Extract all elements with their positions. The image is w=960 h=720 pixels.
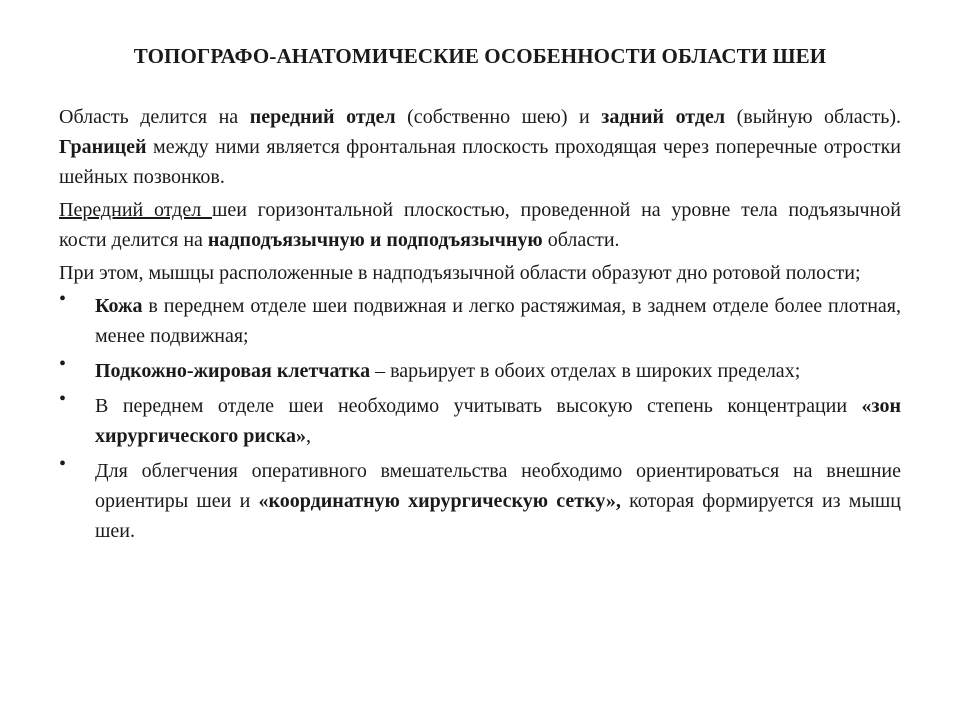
text-span: В переднем отделе шеи необходимо учитывать высокую степень концентрации — [95, 395, 862, 417]
text-span: области. — [542, 229, 620, 251]
list-item-skin — [59, 288, 901, 351]
bold-term-posterior: задний отдел — [601, 106, 726, 128]
list-item-fat — [59, 353, 901, 386]
bullet-icon: • — [59, 388, 67, 410]
page-title: ТОПОГРАФО-АНАТОМИЧЕСКИЕ ОСОБЕННОСТИ ОБЛАСТИ ШЕИ — [133, 44, 827, 68]
bullet-icon: • — [59, 353, 67, 375]
bold-term-risk-zones: «зон хирургического риска» — [95, 395, 901, 447]
text-span: шеи горизонтальной плоскостью, проведенной на уровне тела подъязычной кости делится на — [59, 199, 902, 251]
text-span: между ними является фронтальная плоскость проходящая через поперечные отростки шейных позвонков. — [59, 136, 901, 188]
bold-term-grid: «координатную хирургическую сетку», — [258, 490, 621, 512]
text-span: При этом, мышцы расположенные в надподъязычной области образуют дно ротовой полости; — [59, 262, 861, 284]
bullet-icon: • — [59, 288, 67, 310]
text-span: в переднем отделе шеи подвижная и легко растяжимая, в заднем отделе более плотная, менее подвижная; — [95, 295, 901, 347]
bold-term-skin: Кожа — [95, 295, 143, 317]
paragraph-muscles — [59, 258, 901, 288]
text-span: Для облегчения оперативного вмешательства необходимо ориентироваться на внешние ориентиры шеи и — [95, 460, 901, 512]
text-span: которая формируется из мышц шеи. — [95, 490, 901, 542]
list-item-risk-zones — [59, 388, 901, 451]
text-span: Область делится на — [59, 106, 250, 128]
paragraph-divisions — [59, 102, 901, 192]
bold-term-regions: надподъязычную и подподъязычную — [207, 229, 543, 251]
paragraph-anterior — [59, 195, 901, 255]
bold-term-border: Границей — [59, 136, 147, 158]
bold-term-anterior: передний отдел — [249, 106, 396, 128]
text-span: (выйную область). — [725, 106, 901, 128]
bullet-icon: • — [59, 453, 67, 475]
list-item-grid — [59, 453, 901, 546]
underlined-term-anterior: Передний отдел — [59, 199, 212, 221]
text-span: – варьирует в обоих отделах в широких пределах; — [370, 360, 801, 382]
body-text — [59, 102, 901, 551]
bullet-list — [59, 288, 901, 546]
text-span: (собственно шею) и — [395, 106, 602, 128]
bold-term-fat: Подкожно-жировая клетчатка — [95, 360, 371, 382]
text-span: , — [305, 425, 311, 447]
